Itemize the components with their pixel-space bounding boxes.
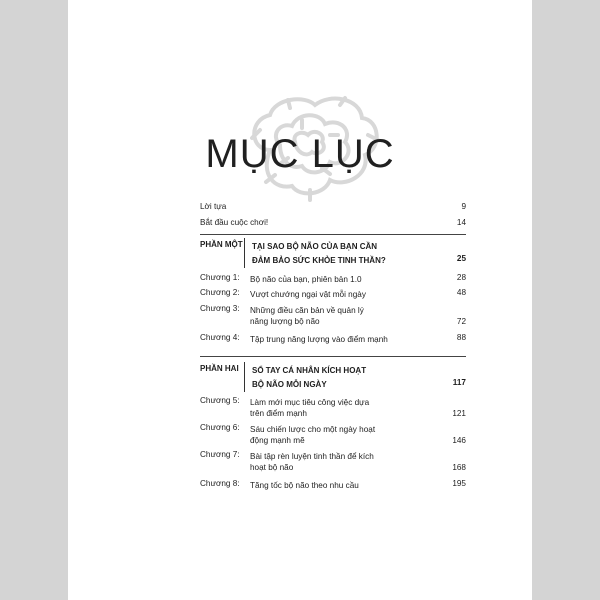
chapter-page: 48 (456, 288, 466, 297)
part-page: 25 (456, 254, 466, 263)
chapter-page: 121 (452, 409, 466, 418)
chapter-label: Chương 5: (200, 396, 240, 405)
toc-entry-chapter-1 (200, 273, 466, 287)
chapter-page: 72 (456, 317, 466, 326)
part-label: PHẦN MỘT (200, 240, 243, 249)
toc-entry-chapter-4 (200, 333, 466, 347)
chapter-label: Chương 7: (200, 450, 240, 459)
toc-entry-chapter-6 (200, 423, 466, 445)
chapter-page: 28 (456, 273, 466, 282)
chapter-page: 88 (456, 333, 466, 342)
part-two-heading (200, 364, 466, 389)
chapter-title: Làm mới mục tiêu công việc dựa (250, 398, 370, 407)
toc-entry-start (200, 218, 466, 232)
book-page (68, 0, 532, 600)
chapter-title-line2: trên điểm mạnh (250, 409, 307, 418)
part-label: PHẦN HAI (200, 364, 239, 373)
chapter-title: Vượt chướng ngại vật mỗi ngày (250, 290, 366, 299)
divider (200, 234, 466, 235)
toc-entry-chapter-5 (200, 396, 466, 418)
chapter-page: 168 (452, 463, 466, 472)
chapter-page: 195 (452, 479, 466, 488)
chapter-title: Bộ não của bạn, phiên bản 1.0 (250, 275, 362, 284)
chapter-title-line2: năng lượng bộ não (250, 317, 320, 326)
chapter-title: Tăng tốc bộ não theo nhu cầu (250, 481, 359, 490)
chapter-page: 146 (452, 436, 466, 445)
toc-entry-preface (200, 202, 466, 216)
chapter-title: Bài tập rèn luyện tinh thần để kích (250, 452, 374, 461)
part-title-line2: BỘ NÃO MỖI NGÀY (252, 380, 327, 389)
toc-entry-chapter-7 (200, 450, 466, 472)
toc-entry-chapter-2 (200, 288, 466, 302)
entry-page: 14 (456, 218, 466, 227)
chapter-label: Chương 6: (200, 423, 240, 432)
page-title: MỤC LỤC (205, 132, 395, 176)
chapter-title: Những điều căn bản về quản lý (250, 306, 364, 315)
chapter-label: Chương 3: (200, 304, 240, 313)
part-page: 117 (452, 378, 466, 387)
chapter-label: Chương 2: (200, 288, 240, 297)
part-divider-line (244, 362, 245, 392)
entry-page: 9 (461, 202, 466, 211)
chapter-title-line2: động mạnh mẽ (250, 436, 305, 445)
part-divider-line (244, 238, 245, 268)
toc-entry-chapter-8 (200, 479, 466, 493)
part-title-line2: ĐẢM BẢO SỨC KHỎE TINH THẦN? (252, 256, 386, 265)
part-one-heading (200, 240, 466, 265)
divider (200, 356, 466, 357)
part-title-line1: TẠI SAO BỘ NÃO CỦA BẠN CẦN (252, 242, 378, 251)
chapter-label: Chương 4: (200, 333, 240, 342)
chapter-label: Chương 8: (200, 479, 240, 488)
chapter-title: Sáu chiến lược cho một ngày hoạt (250, 425, 376, 434)
entry-text: Lời tựa (200, 202, 227, 211)
toc-entry-chapter-3 (200, 304, 466, 326)
chapter-title-line2: hoạt bộ não (250, 463, 294, 472)
chapter-label: Chương 1: (200, 273, 240, 282)
part-title-line1: SỔ TAY CÁ NHÂN KÍCH HOẠT (252, 366, 367, 375)
entry-text: Bắt đầu cuộc chơi! (200, 218, 269, 227)
chapter-title: Tập trung năng lượng vào điểm mạnh (250, 335, 388, 344)
